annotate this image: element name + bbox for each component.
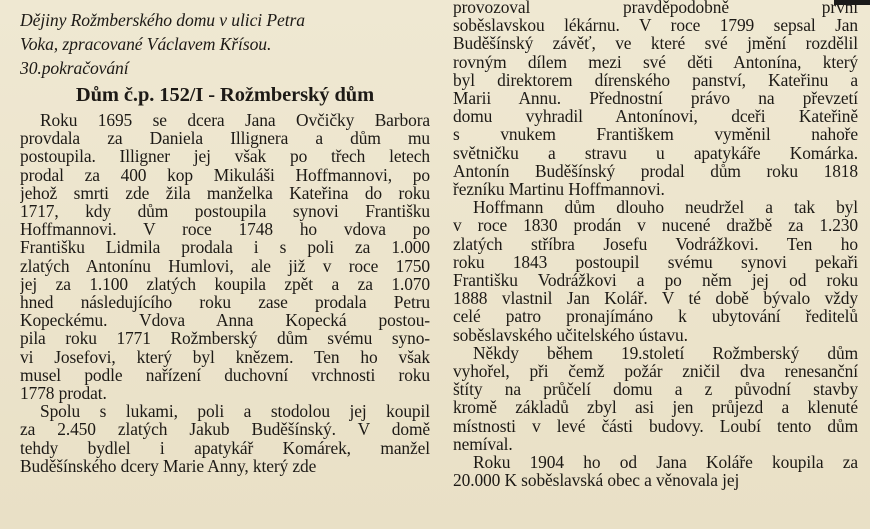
text-line: vyhořel, při čemž požár zničil dva renesanční: [453, 361, 858, 382]
text-line: Marii Annu. Přednostní právo na převzetí: [453, 88, 858, 109]
text-line: Buděšínský závěť, ve které své jmění rozdělil: [453, 33, 858, 54]
text-line: Roku 1695 se dcera Jana Ovčičky Barbora: [40, 110, 430, 130]
text-line: Františku Vodrážkovi a po něm jej od roku: [453, 270, 858, 291]
text-line: Spolu s lukami, poli a stodolou jej koupil: [40, 401, 430, 422]
right-body: [453, 0, 858, 489]
text-line: rovným dílem mezi své děti Antonína, který: [453, 51, 858, 72]
text-line: roku 1843 postoupil svému synovi pekaři: [453, 251, 858, 272]
text-line: 20.000 K soběslavská obec a věnovala jej: [453, 470, 740, 491]
text-line: hned následujícího roku zase prodala Petru: [20, 292, 430, 313]
text-line: jehož smrti zde žila manželka Kateřina do roku: [20, 182, 430, 203]
text-line: jej za 1.100 zlatých koupila zpět a za 1.070: [20, 273, 430, 294]
paragraph: [453, 344, 858, 453]
text-line: štíty na průčelí domu a z původní stavby: [453, 379, 858, 400]
text-line: pila roku 1771 Rožmberský dům svému syno-: [20, 328, 430, 349]
article-header: [20, 8, 430, 80]
text-line: Kopeckému. Vdova Anna Kopecká postou-: [20, 310, 430, 331]
text-line: Hoffmannovi. V roce 1748 ho vdova po: [20, 219, 430, 240]
header-line: Voka, zpracované Václavem Křísou.: [20, 34, 272, 54]
text-line: 1888 vlastnil Jan Kolář. V té době bývalo vždy: [453, 288, 858, 309]
text-line: soběslavskou lékárnu. V roce 1799 sepsal Jan: [453, 15, 858, 36]
text-line: 1717, kdy dům postoupila synovi Františku: [20, 201, 430, 222]
text-line: řezníku Martinu Hoffmannovi.: [453, 179, 665, 200]
text-line: postoupila. Illigner jej však po třech letech: [20, 146, 430, 167]
header-line: Dějiny Rožmberského domu v ulici Petra: [20, 10, 305, 30]
text-line: domu vyhradil Antonínovi, dceři Kateřině: [453, 106, 858, 127]
left-column: [20, 0, 430, 529]
text-line: vi Josefovi, který byl knězem. Ten ho však: [20, 346, 430, 367]
paragraph: [453, 198, 858, 344]
text-line: kromě základů zbyl asi jen průjezd a klenuté: [453, 397, 858, 418]
text-line: za 2.450 zlatých Jakub Buděšínský. V domě: [20, 419, 430, 440]
text-line: provdala za Daniela Illignera a dům mu: [20, 128, 430, 149]
text-line: Někdy během 19.století Rožmberský dům: [473, 342, 858, 363]
text-line: Roku 1904 ho od Jana Koláře koupila za: [473, 452, 858, 473]
text-line: tehdy bydlel i apatykář Komárek, manžel: [20, 437, 430, 458]
text-line: Františku Lidmila prodala i s poli za 1.000: [20, 237, 430, 258]
paragraph: [453, 0, 858, 198]
text-line: v roce 1830 prodán v nucené dražbě za 1.230: [453, 215, 858, 236]
text-line: zlatých stříbra Josefu Vodrážkovi. Ten ho: [453, 233, 858, 254]
right-column: [453, 0, 858, 527]
text-line: s vnukem Františkem vyměnil nahoře: [453, 124, 858, 145]
text-line: prodal za 400 kop Mikuláši Hoffmannovi, po: [20, 164, 430, 185]
text-line: celé patro pronajímáno k ubytování ředitelů: [453, 306, 858, 327]
header-line: 30.pokračování: [20, 58, 129, 78]
text-line: byl direktorem dírenského panství, Kateřinu a: [453, 69, 858, 90]
paragraph: [20, 402, 430, 475]
text-line: místnosti v levé části budovy. Loubí tento dům: [453, 415, 858, 436]
text-line: 1778 prodat.: [20, 383, 107, 404]
text-line: nemíval.: [453, 433, 513, 454]
article-title: Dům č.p. 152/I - Rožmberský dům: [75, 84, 375, 106]
paragraph: [453, 453, 858, 489]
text-line: soběslavského učitelského ústavu.: [453, 324, 688, 345]
text-line: Buděšínského dcery Marie Anny, který zde: [20, 455, 317, 476]
text-line: zlatých Antonínu Humlovi, ale již v roce 1750: [20, 255, 430, 276]
text-line: Antonín Buděšínský prodal dům roku 1818: [453, 160, 858, 181]
paragraph: [20, 111, 430, 402]
left-body: [20, 111, 430, 475]
text-line: musel podle nařízení duchovní vrchnosti roku: [20, 364, 430, 385]
text-line: provozoval pravděpodobně první: [453, 0, 858, 17]
text-line: světničku a stravu u apatykáře Komárka.: [453, 142, 858, 163]
text-line: Hoffmann dům dlouho neudržel a tak byl: [473, 197, 858, 218]
